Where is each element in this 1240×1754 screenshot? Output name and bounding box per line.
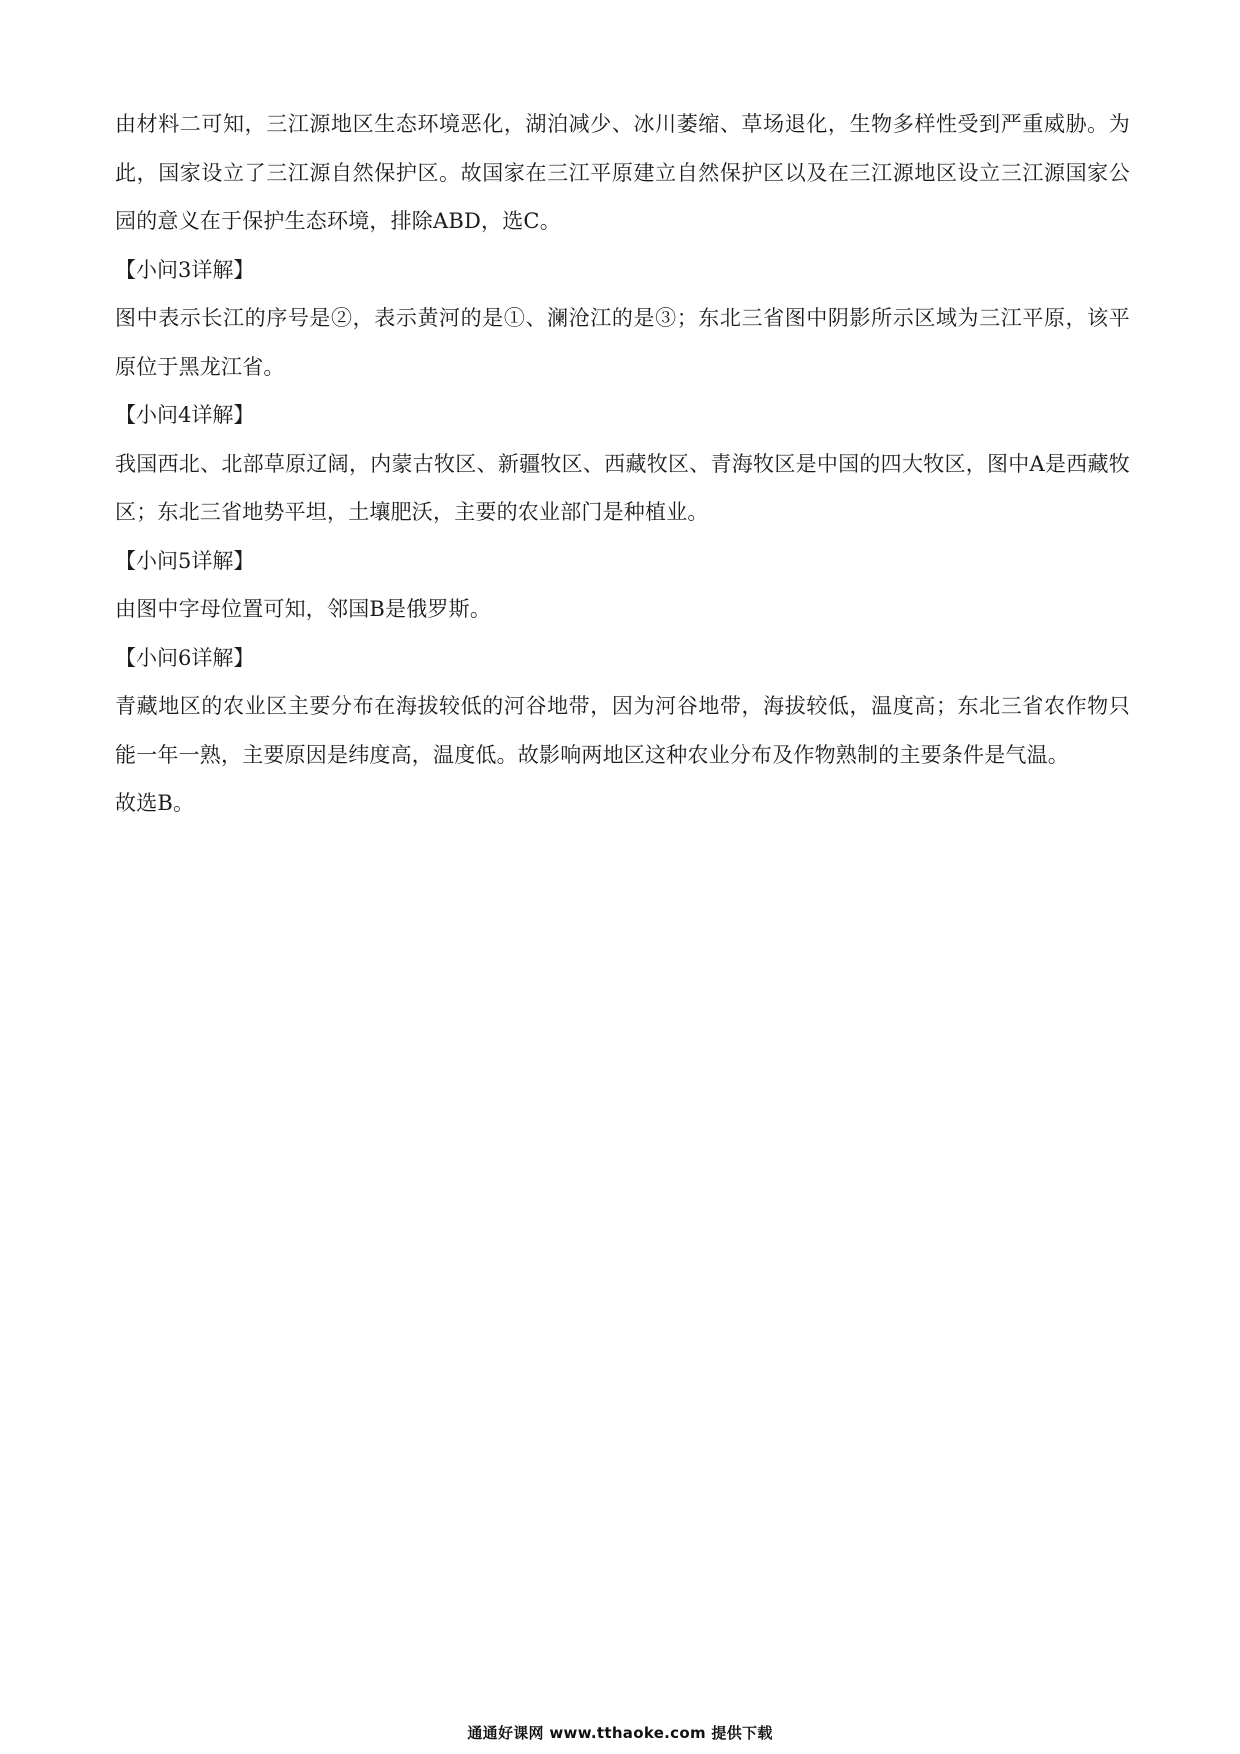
section-q5 — [115, 537, 1130, 634]
paragraph: 我国西北、北部草原辽阔，内蒙古牧区、新疆牧区、西藏牧区、青海牧区是中国的四大牧区，图中A是西藏牧区；东北三省地势平坦，土壤肥沃，主要的农业部门是种植业。 — [115, 451, 1130, 524]
section-q4 — [115, 391, 1130, 537]
paragraph: 图中表示长江的序号是②，表示黄河的是①、澜沧江的是③；东北三省图中阴影所示区域为三江平原，该平原位于黑龙江省。 — [115, 306, 1130, 379]
paragraph: 由材料二可知，三江源地区生态环境恶化，湖泊减少、冰川萎缩、草场退化，生物多样性受到严重威胁。为此，国家设立了三江源自然保护区。故国家在三江平原建立自然保护区以及在三江源地区设立三江源国家公园的意义在于保护生态环境，排除ABD，选C。 — [115, 112, 1130, 233]
section-q6 — [115, 634, 1130, 828]
section-q3 — [115, 246, 1130, 392]
section-heading: 【小问5详解】 — [115, 548, 255, 573]
section-continuation — [115, 100, 1130, 246]
page-footer: 通通好课网 www.tthaoke.com 提供下载 — [467, 1724, 773, 1742]
section-heading: 【小问4详解】 — [115, 403, 255, 427]
paragraph: 由图中字母位置可知，邻国B是俄罗斯。 — [115, 597, 492, 621]
section-heading: 【小问6详解】 — [115, 645, 255, 670]
paragraph: 青藏地区的农业区主要分布在海拔较低的河谷地带，因为河谷地带，海拔较低，温度高；东北三省农作物只能一年一熟，主要原因是纬度高，温度低。故影响两地区这种农业分布及作物熟制的主要条件是气温。 — [115, 694, 1130, 767]
section-heading: 【小问3详解】 — [115, 257, 255, 282]
paragraph-answer: 故选B。 — [115, 791, 195, 815]
document-body — [115, 100, 1130, 828]
